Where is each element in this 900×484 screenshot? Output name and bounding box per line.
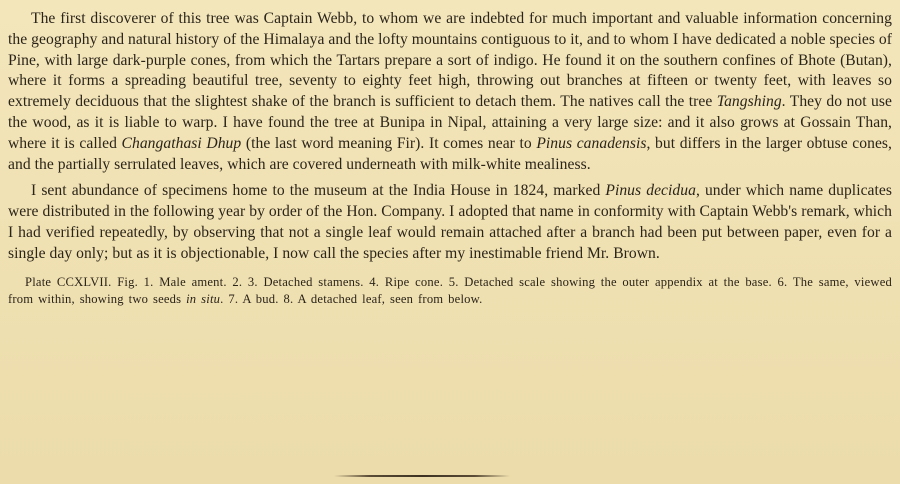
species-name-pinus-decidua: Pinus decidua xyxy=(605,182,696,200)
paragraph-2-segment: , under which name duplicates were distributed in the following year by order of the Hon. Company. I adopted that name in conformity with Captain Webb's remark, which I had verified repeatedly, by observing that not a single leaf would remain attached after a branch had been put between paper, even for a single day only; but as it is objectionable, I now call the species after my inestimable friend Mr. Brown. xyxy=(8,182,892,262)
paragraph-1-segment: The first discoverer of this tree was Captain Webb, to whom we are indebted for much important and valuable information concerning the geography and natural history of the Himalaya and the lofty mountains contiguous to it, and to whom I have dedicated a noble species of Pine, with large dark-purple cones, from which the Tartars prepare a sort of indigo. He found it on the southern confines of Bhote (Butan), where it forms a spreading beautiful tree, seventy to eighty feet high, throwing out branches at fifteen or twenty feet, with leaves so extremely deciduous that the slightest shake of the branch is sufficient to detach them. The natives call the tree xyxy=(8,10,892,111)
decorative-rule xyxy=(334,475,510,477)
paragraph-1-segment: , but differs in the larger obtuse cones, and the partially serrulated leaves, which are covered underneath with milk-white mealiness. xyxy=(8,134,892,173)
text-block xyxy=(8,9,892,309)
species-name-pinus-canadensis: Pinus canadensis xyxy=(536,134,647,152)
caption-segment: . 7. A bud. 8. A detached leaf, seen from below. xyxy=(220,292,483,307)
caption-segment: Plate CCXLVII. Fig. 1. Male ament. 2. 3. Detached stamens. 4. Ripe cone. 5. Detached scale showing the outer appendix at the base. 6. The same, viewed from within, showing two seeds xyxy=(8,274,892,307)
caption-italic-in-situ: in situ xyxy=(186,292,221,307)
paragraph-2 xyxy=(8,181,892,264)
paragraph-1-segment: (the last word meaning Fir). It comes near to xyxy=(241,134,537,152)
paragraph-2-segment: I sent abundance of specimens home to the museum at the India House in 1824, marked xyxy=(31,182,606,200)
paragraph-1-segment: . They do not use the wood, as it is liable to warp. I have found the tree at Bunipa in Nipal, attaining a very large size: and it also grows at Gossain Than, where it is called xyxy=(8,93,892,152)
vernacular-name-changathasi-dhup: Changathasi Dhup xyxy=(121,134,242,152)
paragraph-1 xyxy=(8,9,892,175)
plate-caption xyxy=(8,274,892,309)
vernacular-name-tangshing: Tangshing xyxy=(716,93,782,111)
